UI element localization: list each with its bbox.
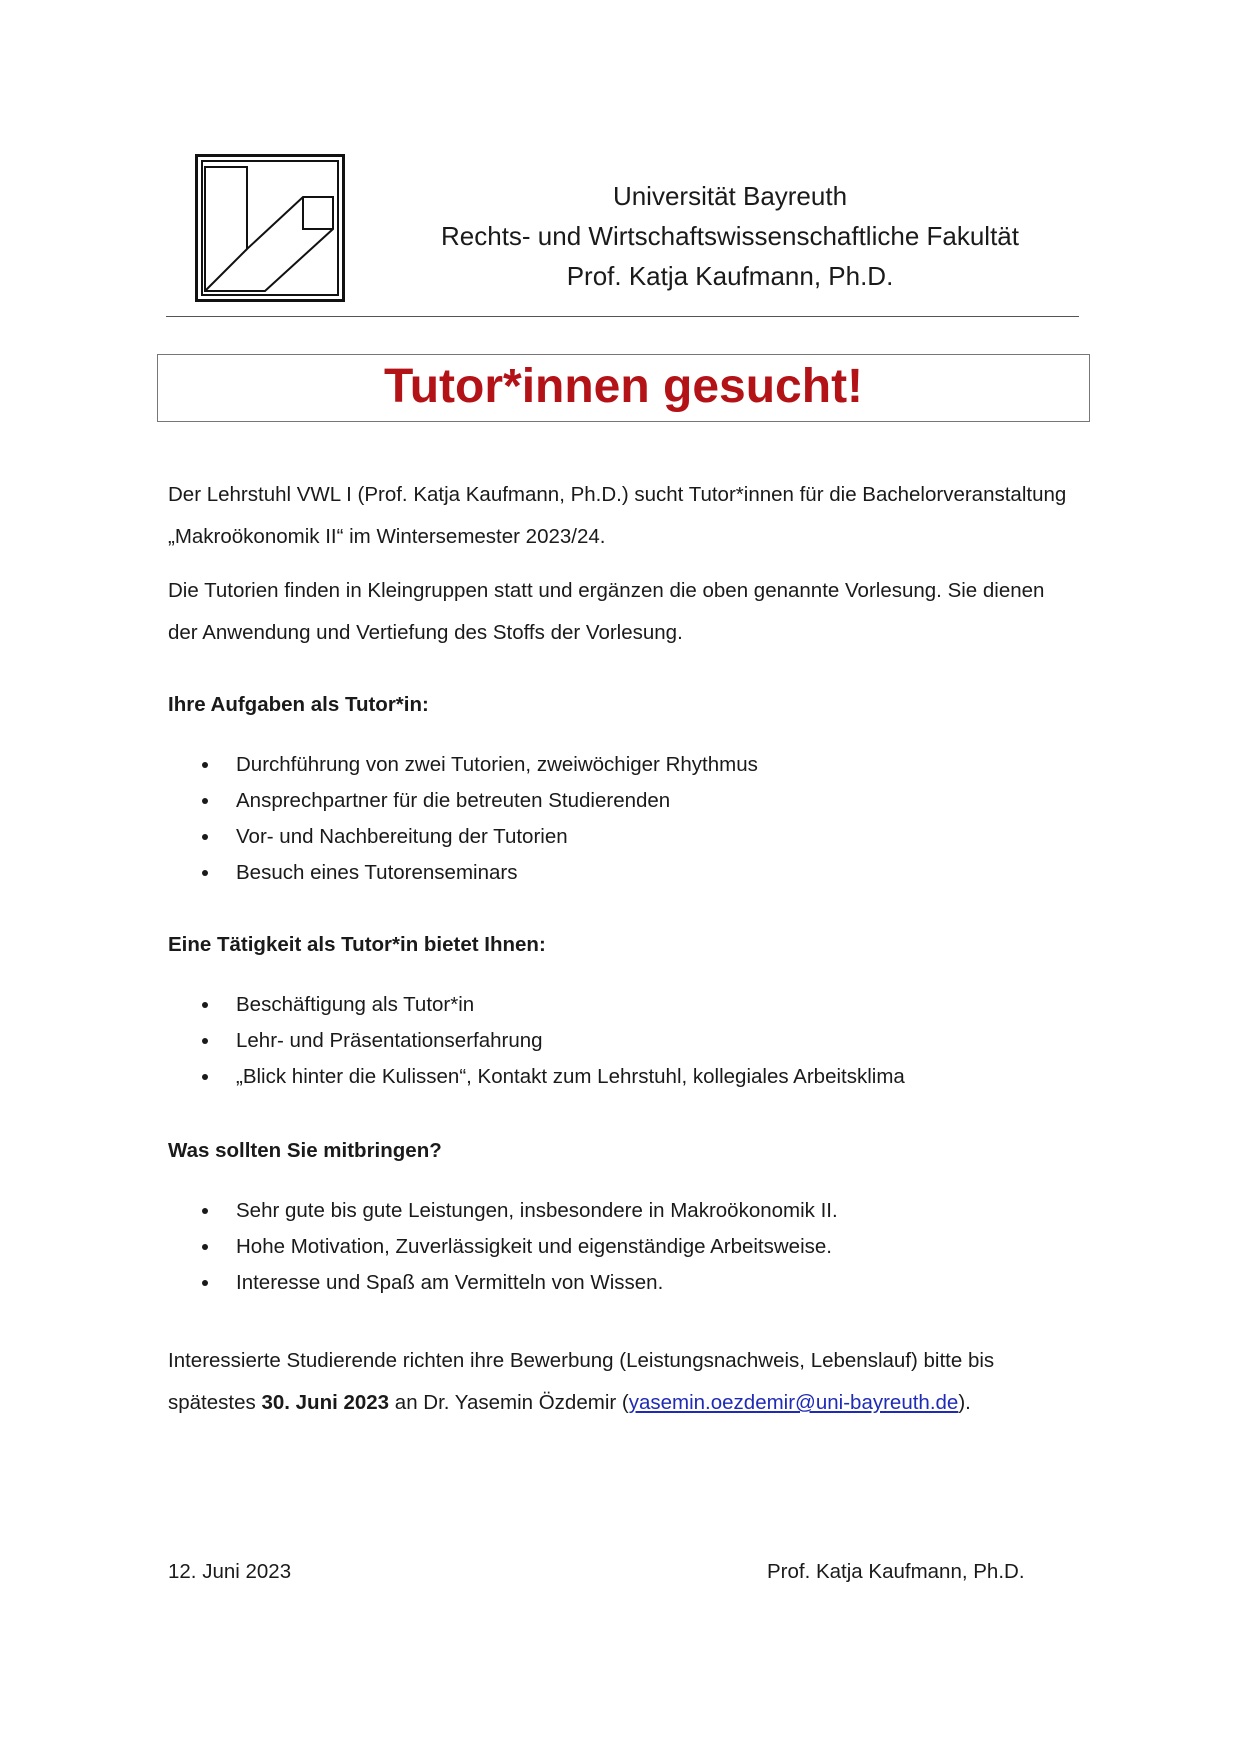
header-divider <box>166 316 1079 317</box>
list-item: „Blick hinter die Kulissen“, Kontakt zum Lehrstuhl, kollegiales Arbeitsklima <box>168 1059 1080 1095</box>
intro-p2-line1: Die Tutorien finden in Kleingruppen statt und ergänzen die oben genannte Vorlesung. Sie dienen <box>168 579 1045 602</box>
bullet-icon <box>202 1038 208 1044</box>
signature: Prof. Katja Kaufmann, Ph.D. <box>767 1560 1025 1583</box>
bullet-icon <box>202 1208 208 1214</box>
application-paragraph: Interessierte Studierende richten ihre Bewerbung (Leistungsnachweis, Lebenslauf) bitte bis spätestes 30. Juni 2023 an Dr. Yasemin Özdemir (yasemin.oezdemir@uni-bayreuth.de). <box>168 1349 995 1414</box>
application-section <box>168 1340 1080 1424</box>
offer-section <box>168 933 1080 1095</box>
requirements-section <box>168 1139 1080 1301</box>
bullet-icon <box>202 1074 208 1080</box>
bullet-icon <box>202 762 208 768</box>
tasks-heading: Ihre Aufgaben als Tutor*in: <box>168 693 429 716</box>
letterhead <box>400 176 1060 296</box>
bullet-icon <box>202 1002 208 1008</box>
faculty-name: Rechts- und Wirtschaftswissenschaftliche Fakultät <box>441 221 1019 251</box>
page-title: Tutor*innen gesucht! <box>383 360 864 413</box>
list-item: Interesse und Spaß am Vermitteln von Wissen. <box>168 1265 1080 1301</box>
intro-section <box>168 474 1080 654</box>
intro-p1-line2: „Makroökonomik II“ im Wintersemester 2023/24. <box>168 525 606 548</box>
application-line1: Interessierte Studierende richten ihre Bewerbung (Leistungsnachweis, Lebenslauf) bitte bis <box>168 1349 995 1372</box>
list-item: Beschäftigung als Tutor*in <box>168 987 1080 1023</box>
email-link[interactable]: yasemin.oezdemir@uni-bayreuth.de <box>628 1391 959 1414</box>
bullet-icon <box>202 834 208 840</box>
university-logo <box>195 154 345 302</box>
professor-name: Prof. Katja Kaufmann, Ph.D. <box>566 261 894 291</box>
tasks-section <box>168 693 1080 891</box>
bullet-icon <box>202 1244 208 1250</box>
list-item: Durchführung von zwei Tutorien, zweiwöchiger Rhythmus <box>168 747 1080 783</box>
requirements-list <box>168 1193 1080 1301</box>
list-item: Vor- und Nachbereitung der Tutorien <box>168 819 1080 855</box>
intro-paragraph-1 <box>168 474 1080 558</box>
list-item: Lehr- und Präsentationserfahrung <box>168 1023 1080 1059</box>
list-item: Ansprechpartner für die betreuten Studierenden <box>168 783 1080 819</box>
bullet-icon <box>202 798 208 804</box>
requirements-heading: Was sollten Sie mitbringen? <box>168 1139 442 1162</box>
offer-list <box>168 987 1080 1095</box>
intro-p1-line1: Der Lehrstuhl VWL I (Prof. Katja Kaufmann, Ph.D.) sucht Tutor*innen für die Bachelorveranstaltung <box>168 483 1067 506</box>
offer-heading: Eine Tätigkeit als Tutor*in bietet Ihnen: <box>168 933 546 956</box>
list-item: Sehr gute bis gute Leistungen, insbesondere in Makroökonomik II. <box>168 1193 1080 1229</box>
bullet-icon <box>202 1280 208 1286</box>
bullet-icon <box>202 870 208 876</box>
list-item: Hohe Motivation, Zuverlässigkeit und eigenständige Arbeitsweise. <box>168 1229 1080 1265</box>
intro-p2-line2: der Anwendung und Vertiefung des Stoffs der Vorlesung. <box>168 621 683 644</box>
list-item: Besuch eines Tutorenseminars <box>168 855 1080 891</box>
document-date: 12. Juni 2023 <box>168 1560 292 1583</box>
intro-paragraph-2 <box>168 570 1080 654</box>
deadline: 30. Juni 2023 <box>261 1391 390 1414</box>
title-box <box>157 354 1090 422</box>
tasks-list <box>168 747 1080 891</box>
university-name: Universität Bayreuth <box>612 181 848 211</box>
